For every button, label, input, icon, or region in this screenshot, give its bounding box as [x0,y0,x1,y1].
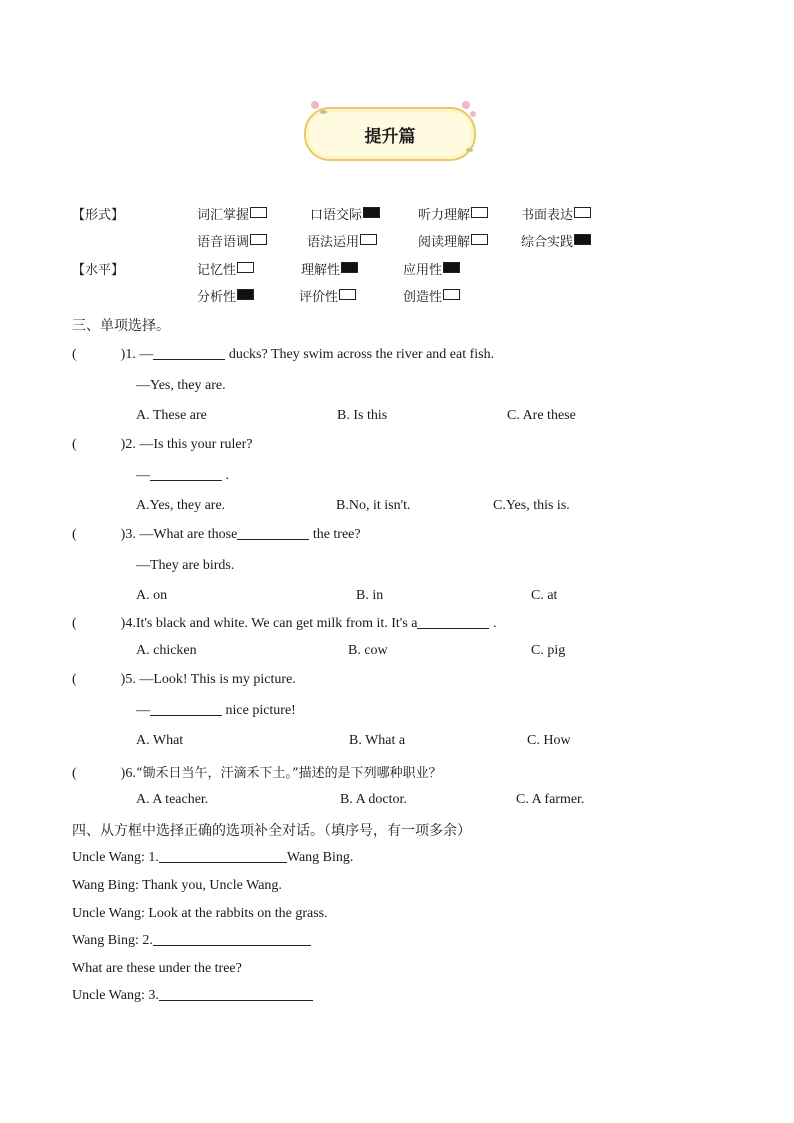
option: A. A teacher. [136,792,209,807]
dialogue-line: Uncle Wang: 3. [72,988,313,1004]
answer-blank [159,862,287,863]
level-item: 记忆性 [197,259,254,278]
question-reply: —Yes, they are. [136,378,226,393]
question-reply: — nice picture! [136,703,296,718]
checkbox-unchecked [339,289,356,300]
question-row: ( )4.It's black and white. We can get milk from it. It's a . [72,616,497,631]
option: C. at [531,588,558,603]
checkbox-unchecked [443,289,460,300]
level-item: 分析性 [197,286,254,305]
option: A. What [136,733,184,748]
question-row: ( )2. —Is this your ruler? [72,437,253,452]
level-label: 【水平】 [72,263,125,278]
checkbox-checked [574,234,591,245]
question-row: ( )5. —Look! This is my picture. [72,672,296,687]
checkbox-unchecked [471,234,488,245]
option: B. cow [348,643,388,658]
checkbox-unchecked [250,234,267,245]
checkbox-unchecked [471,207,488,218]
option: B. Is this [337,408,388,423]
flower-decoration-icon [470,111,476,117]
question-row: ( )3. —What are those the tree? [72,527,361,542]
option: C. How [527,733,571,748]
level-item: 创造性 [403,286,460,305]
form-item: 语音语调 [197,231,267,250]
leaf-decoration-icon [466,148,473,152]
question-reply: —They are birds. [136,558,235,573]
checkbox-checked [237,289,254,300]
question-row: ( )1. — ducks? They swim across the river and eat fish. [72,347,495,362]
form-item: 语法运用 [307,231,377,250]
section-heading: 四、从方框中选择正确的选项补全对话。（填序号，有一项多余） [72,823,471,839]
answer-blank [150,715,222,716]
dialogue-line: Uncle Wang: Look at the rabbits on the grass. [72,906,328,921]
page-title: 提升篇 [364,127,416,147]
option: C.Yes, this is. [493,498,570,513]
answer-blank [153,359,225,360]
checkbox-checked [341,262,358,273]
section-heading: 三、单项选择。 [72,318,170,334]
dialogue-line: Wang Bing: 2. [72,933,311,949]
form-item: 阅读理解 [418,231,488,250]
checkbox-unchecked [250,207,267,218]
form-label: 【形式】 [72,208,125,223]
option: A. These are [136,408,207,423]
form-item: 口语交际 [310,204,380,223]
form-item: 书面表达 [521,204,591,223]
option: B. What a [349,733,406,748]
answer-blank [237,539,309,540]
form-item: 综合实践 [521,231,591,250]
form-item: 听力理解 [418,204,488,223]
option: C. A farmer. [516,792,585,807]
option: B. A doctor. [340,792,407,807]
level-item: 应用性 [403,259,460,278]
question-row: ( )6.“锄禾日当午，汗滴禾下土。”描述的是下列哪种职业？ [72,766,442,781]
checkbox-unchecked [237,262,254,273]
dialogue-line: What are these under the tree? [72,961,242,976]
option: B.No, it isn't. [336,498,411,513]
level-item: 理解性 [301,259,358,278]
answer-blank [159,1000,313,1001]
checkbox-checked [363,207,380,218]
dialogue-line: Uncle Wang: 1. Wang Bing. [72,850,354,865]
level-item: 评价性 [299,286,356,305]
checkbox-checked [443,262,460,273]
option: A. chicken [136,643,197,658]
option: C. Are these [507,408,576,423]
form-item: 词汇掌握 [197,204,267,223]
checkbox-unchecked [360,234,377,245]
answer-blank [150,480,222,481]
answer-blank [417,628,489,629]
title-badge [304,107,476,161]
option: A. on [136,588,168,603]
option: A.Yes, they are. [136,498,226,513]
question-reply: — . [136,468,229,483]
flower-decoration-icon [311,101,319,109]
option: C. pig [531,643,566,658]
dialogue-line: Wang Bing: Thank you, Uncle Wang. [72,878,282,893]
checkbox-unchecked [574,207,591,218]
leaf-decoration-icon [320,110,327,114]
option: B. in [356,588,384,603]
flower-decoration-icon [462,101,470,109]
answer-blank [153,945,311,946]
